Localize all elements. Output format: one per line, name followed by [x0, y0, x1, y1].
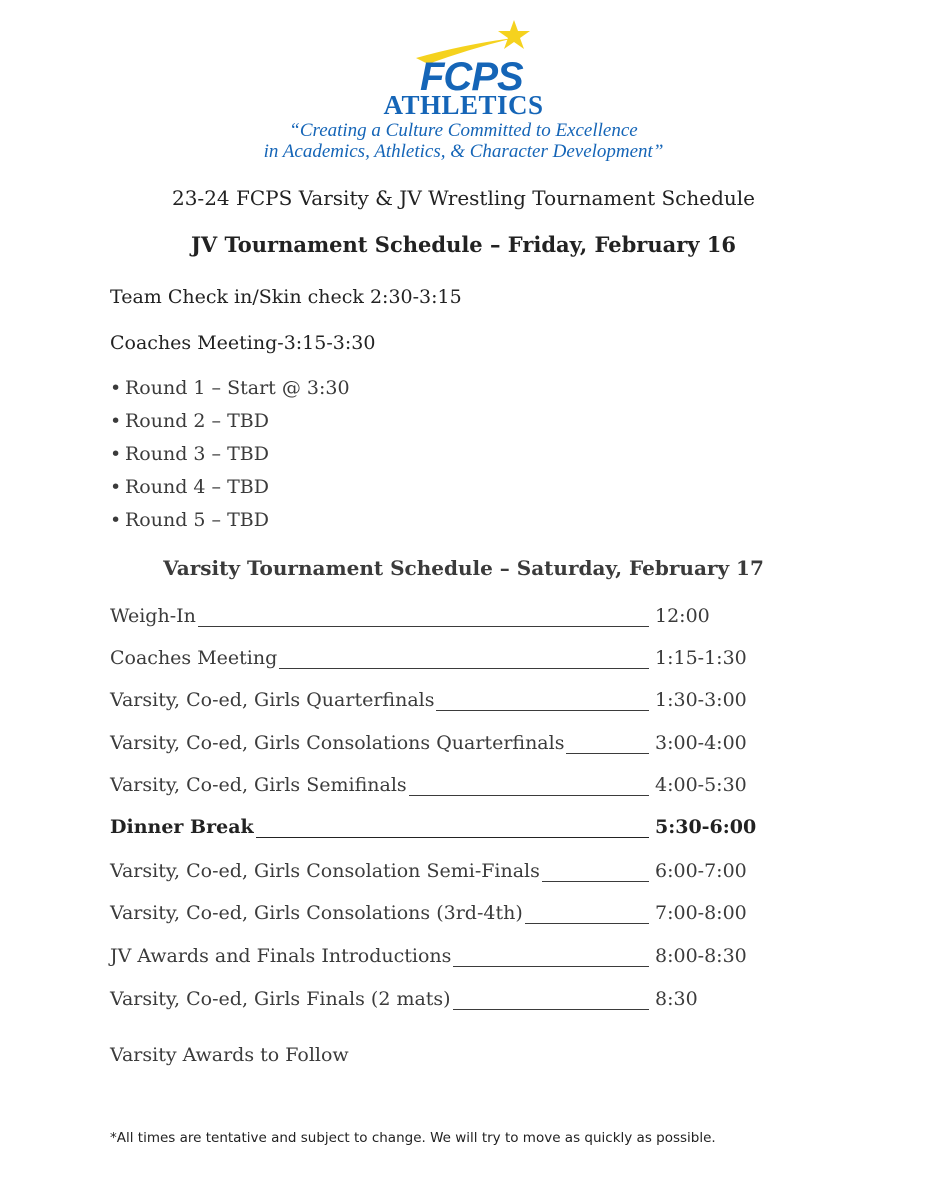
- schedule-event: Varsity, Co-ed, Girls Consolations Quarterfinals: [110, 732, 565, 754]
- varsity-awards-note: Varsity Awards to Follow: [110, 1044, 349, 1066]
- leader-line: [542, 881, 649, 882]
- schedule-event: Varsity, Co-ed, Girls Quarterfinals: [110, 689, 435, 711]
- schedule-time: 8:30: [655, 988, 698, 1010]
- jv-coaches-meeting: Coaches Meeting-3:15-3:30: [110, 332, 376, 354]
- schedule-time: 4:00-5:30: [655, 774, 747, 796]
- schedule-event: Dinner Break: [110, 816, 254, 838]
- schedule-time: 1:30-3:00: [655, 689, 747, 711]
- leader-line: [566, 753, 649, 754]
- schedule-row: [110, 860, 810, 886]
- schedule-time: 1:15-1:30: [655, 647, 747, 669]
- schedule-row: [110, 647, 810, 673]
- jv-round-label: Round 4 – TBD: [125, 476, 269, 498]
- document-title: 23-24 FCPS Varsity & JV Wrestling Tournament Schedule: [171, 186, 755, 210]
- schedule-event: JV Awards and Finals Introductions: [110, 945, 452, 967]
- jv-round-item: [110, 377, 350, 399]
- schedule-row: [110, 605, 810, 631]
- leader-line: [525, 923, 649, 924]
- jv-round-label: Round 5 – TBD: [125, 509, 269, 531]
- bullet-icon: •: [110, 377, 122, 399]
- schedule-row: [110, 732, 810, 758]
- leader-line: [409, 795, 649, 796]
- fcps-athletics-logo: [0, 14, 927, 164]
- schedule-time: 12:00: [655, 605, 710, 627]
- schedule-row: [110, 902, 810, 928]
- bullet-icon: •: [110, 443, 122, 465]
- bullet-icon: •: [110, 476, 122, 498]
- logo-wordmark: FCPS: [420, 55, 523, 98]
- schedule-row-dinner-break: [110, 816, 810, 842]
- leader-line: [198, 626, 649, 627]
- footnote: *All times are tentative and subject to change. We will try to move as quickly as possible.: [110, 1130, 716, 1146]
- logo-tagline-line1: “Creating a Culture Committed to Excellence: [289, 120, 638, 141]
- jv-round-label: Round 1 – Start @ 3:30: [125, 377, 350, 399]
- schedule-event: Coaches Meeting: [110, 647, 278, 669]
- schedule-time: 7:00-8:00: [655, 902, 747, 924]
- bullet-icon: •: [110, 410, 122, 432]
- leader-line: [279, 668, 649, 669]
- logo-star: [498, 20, 530, 49]
- schedule-row: [110, 774, 810, 800]
- schedule-row: [110, 689, 810, 715]
- schedule-time: 8:00-8:30: [655, 945, 747, 967]
- jv-round-item: [110, 443, 269, 465]
- varsity-schedule-heading: Varsity Tournament Schedule – Saturday, February 17: [163, 556, 764, 580]
- jv-round-item: [110, 509, 269, 531]
- leader-line: [256, 837, 649, 838]
- logo-athletics-text: ATHLETICS: [383, 90, 544, 120]
- leader-line: [453, 966, 649, 967]
- bullet-icon: •: [110, 509, 122, 531]
- schedule-row: [110, 945, 810, 971]
- jv-round-label: Round 2 – TBD: [125, 410, 269, 432]
- jv-schedule-heading: JV Tournament Schedule – Friday, February 16: [190, 232, 737, 257]
- jv-check-in: Team Check in/Skin check 2:30-3:15: [110, 286, 462, 308]
- fcps-star-logo-mark: [406, 18, 536, 98]
- schedule-time: 5:30-6:00: [655, 816, 757, 838]
- leader-line: [453, 1009, 649, 1010]
- schedule-event: Varsity, Co-ed, Girls Consolation Semi-Finals: [110, 860, 540, 882]
- schedule-event: Varsity, Co-ed, Girls Consolations (3rd-4th): [110, 902, 523, 924]
- jv-round-label: Round 3 – TBD: [125, 443, 269, 465]
- schedule-event: Varsity, Co-ed, Girls Semifinals: [110, 774, 407, 796]
- leader-line: [436, 710, 649, 711]
- jv-round-item: [110, 476, 269, 498]
- schedule-row: [110, 988, 810, 1014]
- schedule-time: 3:00-4:00: [655, 732, 747, 754]
- jv-round-item: [110, 410, 269, 432]
- schedule-event: Weigh-In: [110, 605, 196, 627]
- schedule-time: 6:00-7:00: [655, 860, 747, 882]
- logo-tagline-line2: in Academics, Athletics, & Character Development”: [263, 141, 664, 162]
- schedule-event: Varsity, Co-ed, Girls Finals (2 mats): [110, 988, 451, 1010]
